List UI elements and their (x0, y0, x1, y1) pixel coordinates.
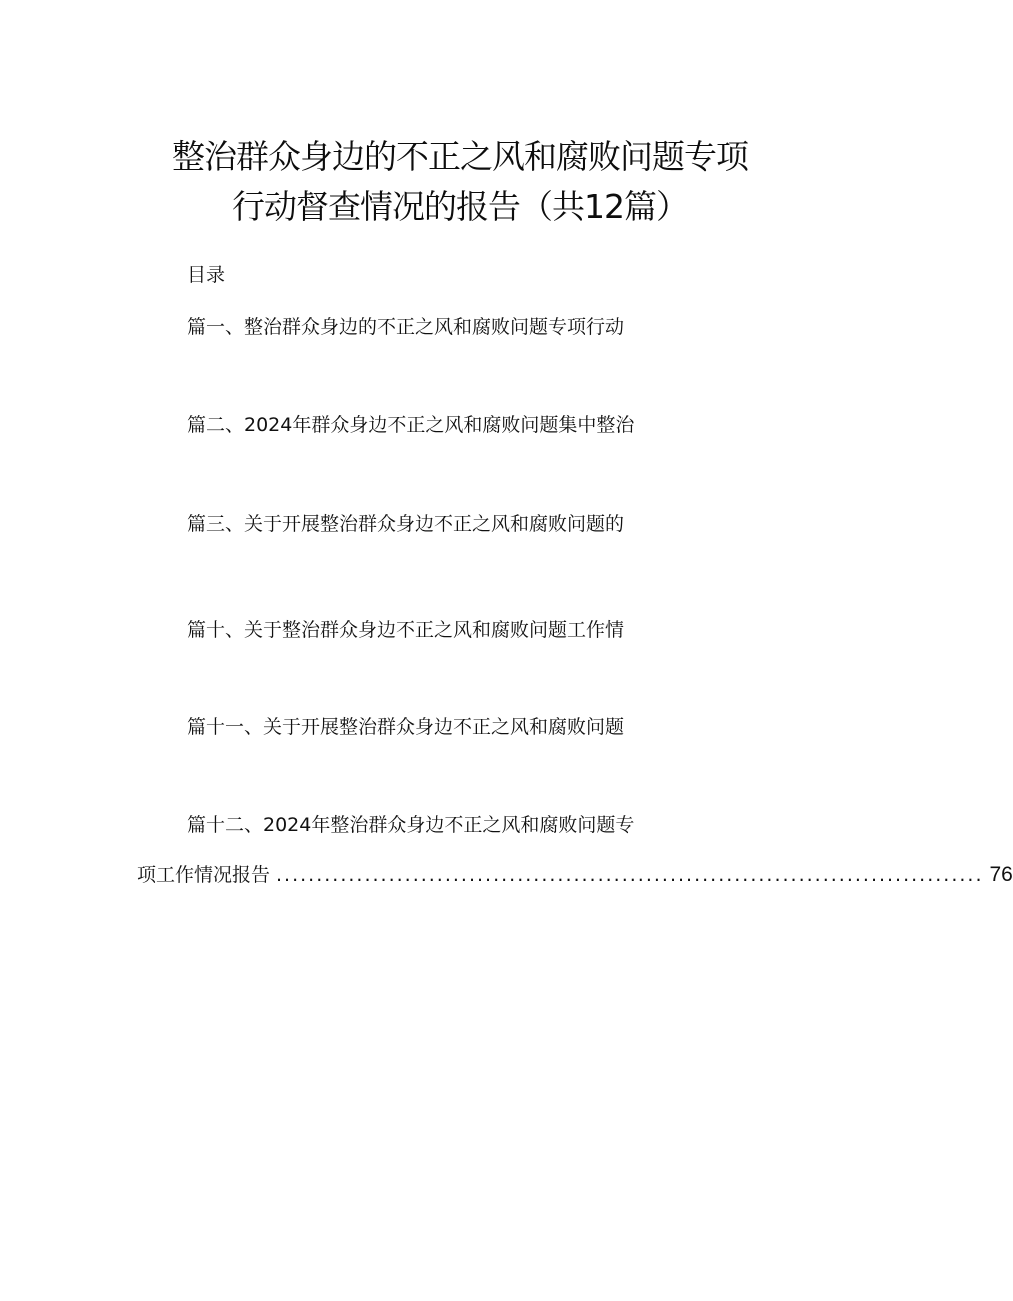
document-title (0, 132, 920, 232)
document-title-line-1: 整治群众身边的不正之风和腐败问题专项 (172, 137, 748, 176)
toc-page-number: 76 (989, 863, 1013, 886)
toc-dot-leader: ........................................................................................ (276, 864, 984, 886)
toc-entry-3[interactable]: 篇三、关于开展整治群众身边不正之风和腐败问题的 (187, 513, 625, 535)
toc-heading: 目录 (187, 264, 226, 286)
toc-entry-10[interactable]: 篇十、关于整治群众身边不正之风和腐败问题工作情 (187, 619, 625, 641)
toc-entry-12[interactable]: 篇十二、2024年整治群众身边不正之风和腐败问题专 (187, 814, 635, 836)
document-title-line-2: 行动督查情况的报告（共12篇） (232, 187, 688, 226)
toc-entry-12-continuation-text: 项工作情况报告 (137, 864, 271, 886)
toc-entry-2[interactable]: 篇二、2024年群众身边不正之风和腐败问题集中整治 (187, 414, 635, 436)
toc-entry-1[interactable]: 篇一、整治群众身边的不正之风和腐败问题专项行动 (187, 316, 625, 338)
toc-entry-11[interactable]: 篇十一、关于开展整治群众身边不正之风和腐败问题 (187, 716, 625, 738)
toc-entry-12-continuation[interactable] (137, 862, 1013, 888)
